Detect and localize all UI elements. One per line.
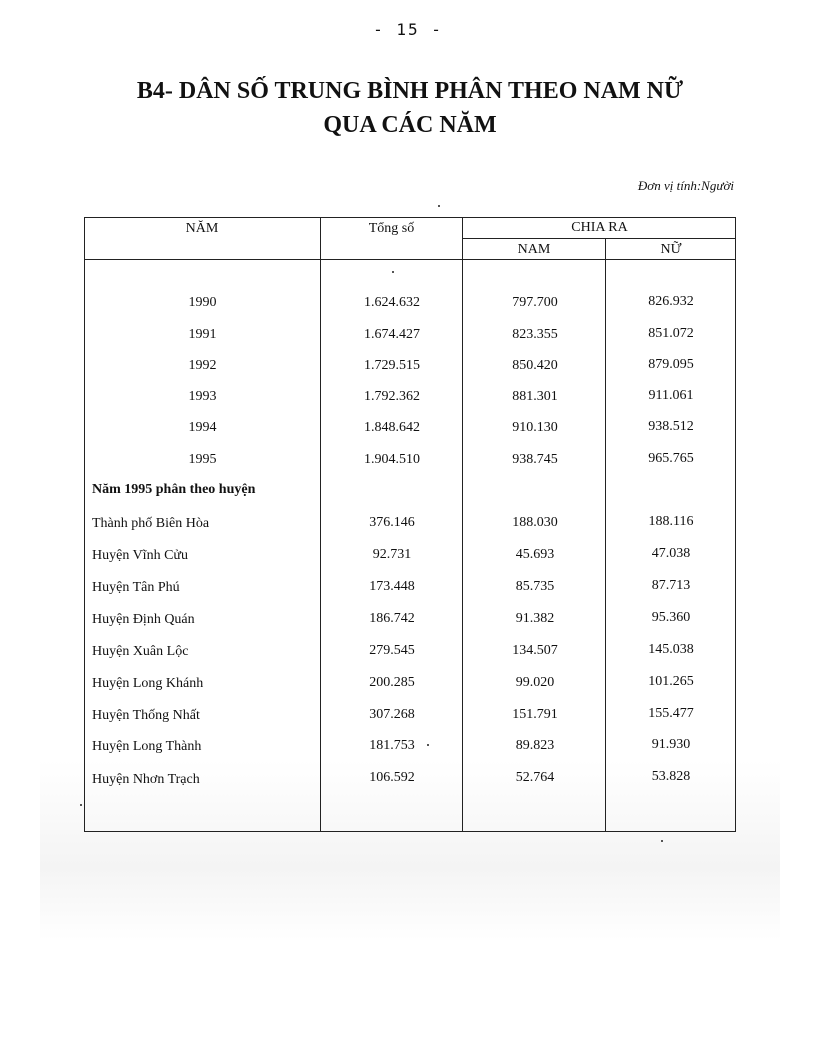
- male-cell: 89.823: [515, 738, 555, 753]
- header-female: NỮ: [660, 242, 682, 257]
- scan-speck: [438, 205, 440, 207]
- male-cell: 85.735: [515, 579, 555, 594]
- female-cell: 938.512: [648, 419, 694, 434]
- total-cell: 1.729.515: [364, 358, 420, 373]
- total-cell: 92.731: [372, 547, 412, 562]
- male-cell: 52.764: [515, 770, 555, 785]
- scan-speck: [427, 744, 429, 746]
- female-cell: 911.061: [648, 388, 694, 403]
- header-total: Tổng số: [368, 221, 415, 236]
- year-cell: 1992: [188, 358, 217, 373]
- district-name-cell: Huyện Long Khánh: [92, 676, 204, 691]
- district-name-cell: Huyện Tân Phú: [92, 580, 180, 595]
- header-year: NĂM: [185, 221, 219, 236]
- header-split-rule: [462, 238, 736, 239]
- male-cell: 910.130: [512, 420, 558, 435]
- female-cell: 47.038: [651, 546, 691, 561]
- page-number: - 15 -: [373, 20, 443, 39]
- district-name-cell: Huyện Vĩnh Cửu: [92, 548, 188, 563]
- district-name-cell: Thành phố Biên Hòa: [92, 516, 210, 531]
- district-name-cell: Huyện Nhơn Trạch: [92, 772, 200, 787]
- total-cell: 181.753: [369, 738, 415, 753]
- total-cell: 376.146: [369, 515, 415, 530]
- female-cell: 101.265: [648, 674, 694, 689]
- female-cell: 53.828: [651, 769, 691, 784]
- year-cell: 1994: [188, 420, 217, 435]
- female-cell: 95.360: [651, 610, 691, 625]
- unit-label: Đơn vị tính:Người: [637, 178, 734, 193]
- total-cell: 1.904.510: [364, 452, 420, 467]
- female-cell: 879.095: [648, 357, 694, 372]
- district-name-cell: Huyện Xuân Lộc: [92, 644, 189, 659]
- male-cell: 823.355: [512, 327, 558, 342]
- district-name-cell: Huyện Thống Nhất: [92, 708, 200, 723]
- male-cell: 188.030: [512, 515, 558, 530]
- header-bottom-rule: [84, 259, 736, 260]
- district-name-cell: Huyện Định Quán: [92, 612, 195, 627]
- section-label-districts: Năm 1995 phân theo huyện: [92, 482, 256, 497]
- total-cell: 1.792.362: [364, 389, 420, 404]
- total-cell: 186.742: [369, 611, 415, 626]
- female-cell: 91.930: [651, 737, 691, 752]
- total-cell: 106.592: [369, 770, 415, 785]
- scan-speck: [80, 804, 82, 806]
- male-cell: 850.420: [512, 358, 558, 373]
- year-cell: 1991: [188, 327, 217, 342]
- male-cell: 938.745: [512, 452, 558, 467]
- total-cell: 279.545: [369, 643, 415, 658]
- header-male: NAM: [517, 242, 551, 257]
- female-cell: 826.932: [648, 294, 694, 309]
- female-cell: 965.765: [648, 451, 694, 466]
- male-cell: 99.020: [515, 675, 555, 690]
- total-cell: 1.624.632: [364, 295, 420, 310]
- page-title: [60, 74, 760, 142]
- total-cell: 200.285: [369, 675, 415, 690]
- female-cell: 145.038: [648, 642, 694, 657]
- scan-speck: [661, 840, 663, 842]
- male-cell: 134.507: [512, 643, 558, 658]
- year-cell: 1995: [188, 452, 217, 467]
- male-cell: 45.693: [515, 547, 555, 562]
- total-cell: 307.268: [369, 707, 415, 722]
- female-cell: 87.713: [651, 578, 691, 593]
- district-name-cell: Huyện Long Thành: [92, 739, 202, 754]
- male-cell: 91.382: [515, 611, 555, 626]
- scan-speck: [392, 271, 394, 273]
- year-cell: 1993: [188, 389, 217, 404]
- total-cell: 173.448: [369, 579, 415, 594]
- male-cell: 797.700: [512, 295, 558, 310]
- total-cell: 1.674.427: [364, 327, 420, 342]
- male-cell: 151.791: [512, 707, 558, 722]
- title-line-1: B4- DÂN SỐ TRUNG BÌNH PHÂN THEO NAM NỮ: [136, 78, 684, 104]
- title-line-2: QUA CÁC NĂM: [323, 112, 497, 138]
- female-cell: 188.116: [648, 514, 694, 529]
- female-cell: 851.072: [648, 326, 694, 341]
- total-cell: 1.848.642: [364, 420, 420, 435]
- header-split: CHIA RA: [571, 220, 628, 235]
- male-cell: 881.301: [512, 389, 558, 404]
- female-cell: 155.477: [648, 706, 694, 721]
- year-cell: 1990: [188, 295, 217, 310]
